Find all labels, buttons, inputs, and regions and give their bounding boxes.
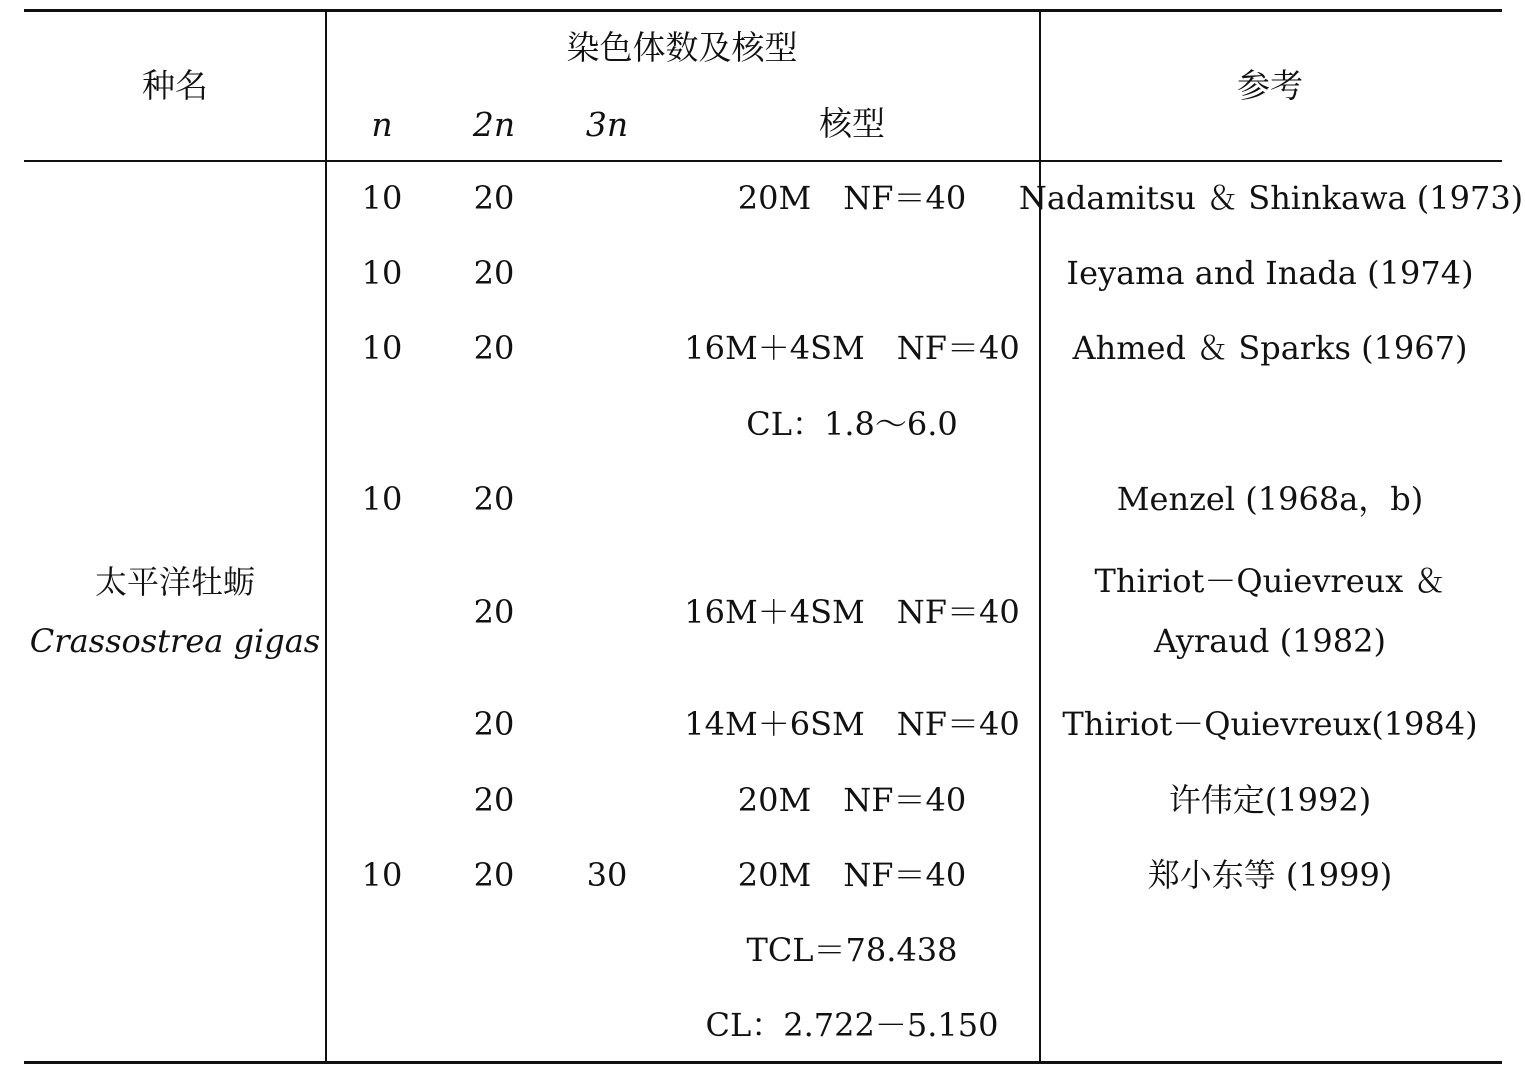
cell-2n: 20	[473, 254, 515, 292]
cell-2n: 20	[473, 179, 515, 217]
table-bottom-rule	[24, 1061, 1502, 1064]
header-bottom-rule	[24, 160, 1502, 162]
cell-reference: Ieyama and Inada (1974)	[1066, 254, 1474, 292]
table-top-rule	[24, 9, 1502, 12]
cell-2n: 20	[473, 705, 515, 743]
2n-column-header: 2n	[472, 105, 516, 144]
cell-2n: 20	[473, 329, 515, 367]
cell-2n: 20	[473, 781, 515, 819]
cell-n: 10	[361, 480, 403, 518]
cell-3n: 30	[586, 856, 628, 894]
species-column-header: 种名	[142, 66, 208, 105]
cell-karyotype: 16M＋4SM NF＝40	[684, 593, 1020, 631]
cell-reference: Thiriot－Quievreux(1984)	[1062, 705, 1478, 743]
cell-n: 10	[361, 856, 403, 894]
cell-karyotype-cl: CL：2.722－5.150	[705, 1006, 999, 1044]
cell-reference: Ahmed ＆ Sparks (1967)	[1072, 329, 1468, 367]
column-divider-right	[1039, 12, 1041, 1061]
cell-reference: Thiriot－Quievreux ＆	[1094, 562, 1446, 600]
cell-n: 10	[361, 179, 403, 217]
cell-karyotype: 20M NF＝40	[737, 856, 967, 894]
species-name-latin: Crassostrea gigas	[29, 622, 321, 660]
cell-2n: 20	[473, 480, 515, 518]
cell-karyotype: 16M＋4SM NF＝40	[684, 329, 1020, 367]
cell-2n: 20	[473, 856, 515, 894]
cell-reference-continued: Ayraud (1982)	[1154, 622, 1386, 660]
cell-n: 10	[361, 329, 403, 367]
n-column-header: n	[371, 105, 393, 144]
karyotype-group-header: 染色体数及核型	[566, 28, 798, 67]
cell-reference: Nadamitsu ＆ Shinkawa (1973)	[1018, 179, 1524, 217]
cell-karyotype-cl: CL：1.8～6.0	[746, 405, 958, 443]
cell-reference: Menzel (1968a，b)	[1116, 480, 1424, 518]
species-name-chinese: 太平洋牡蛎	[94, 563, 256, 601]
cell-karyotype: 14M＋6SM NF＝40	[684, 705, 1020, 743]
reference-column-header: 参考	[1237, 66, 1303, 105]
cell-reference: 郑小东等 (1999)	[1147, 856, 1393, 894]
3n-column-header: 3n	[585, 105, 629, 144]
karyotype-column-header: 核型	[819, 104, 885, 143]
column-divider-left	[325, 12, 327, 1061]
cell-n: 10	[361, 254, 403, 292]
cell-karyotype: 20M NF＝40	[737, 781, 967, 819]
cell-karyotype: 20M NF＝40	[737, 179, 967, 217]
cell-2n: 20	[473, 593, 515, 631]
cell-reference: 许伟定(1992)	[1168, 781, 1372, 819]
cell-karyotype-tcl: TCL＝78.438	[746, 931, 958, 969]
